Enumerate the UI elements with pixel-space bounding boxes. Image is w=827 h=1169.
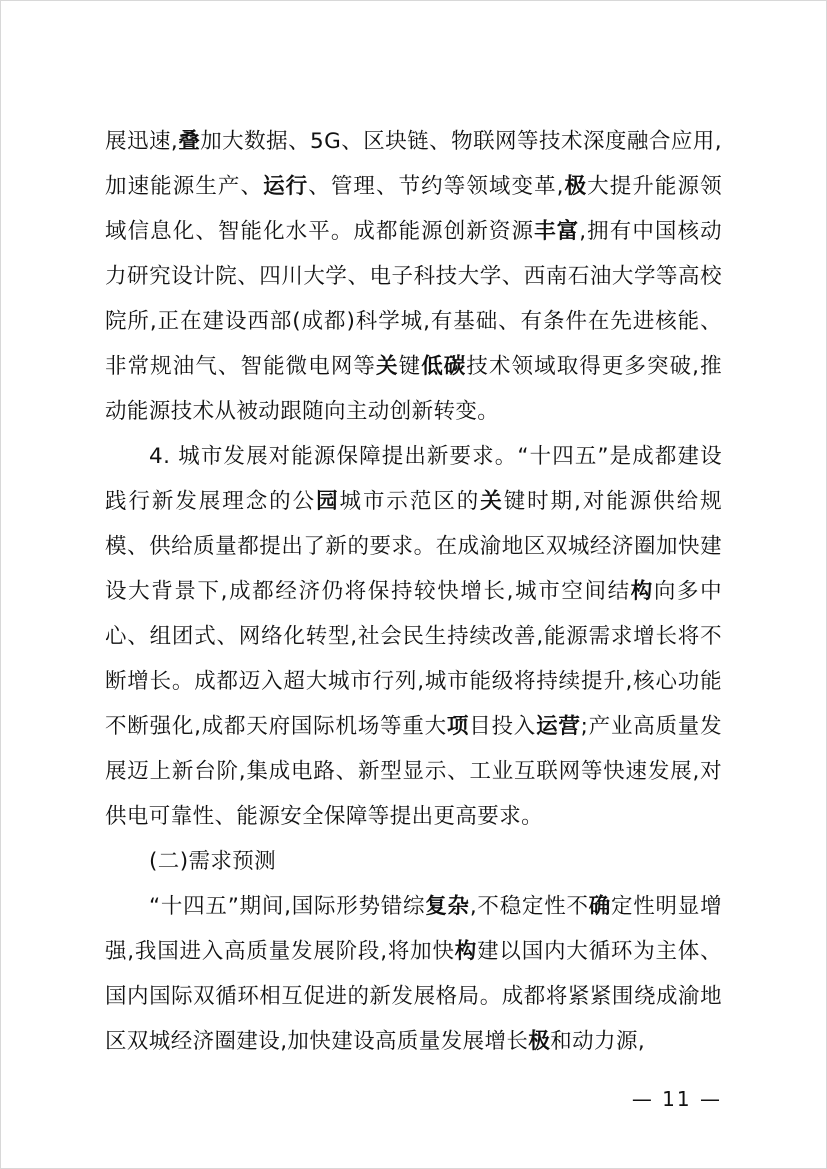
text-run: 向多中心、组团式、网络化转型,社会民生持续改善,能源需求增长将不断增长。成都迈入超大城市行列,城市能级将持续提升,核心功能不断强化,成都天府国际机场等重大 <box>105 579 722 739</box>
text-run: 键时期,对能源供给规模、供给质量都提出了新的要求。在成渝地区双城经济圈加快建设大背景下,成都经济仍将保持较快增长,城市空间结 <box>105 489 722 604</box>
emphasis-run: 极 <box>528 1029 551 1054</box>
paragraph <box>105 434 722 839</box>
paragraph <box>105 839 722 884</box>
emphasis-run: 运营 <box>536 714 581 739</box>
text-run: ,拥有中国核动力研究设计院、四川大学、电子科技大学、西南石油大学等高校院所,正在建设西部(成都)科学城,有基础、有条件在先进核能、非常规油气、智能微电网等 <box>105 219 722 379</box>
emphasis-run: 运行 <box>263 174 309 199</box>
text-run: ;产业高质量发展迈上新台阶,集成电路、新型显示、工业互联网等快速发展,对供电可靠性、能源安全保障等提出更高要求。 <box>105 714 722 829</box>
text-run: (二)需求预测 <box>149 849 277 874</box>
text-run: ,不稳定性不 <box>469 894 589 919</box>
emphasis-run: 复杂 <box>425 894 470 919</box>
paragraph <box>105 119 722 434</box>
paragraph <box>105 884 722 1064</box>
text-run: 键 <box>398 354 422 379</box>
text-run: 、管理、节约等领域变革, <box>308 174 564 199</box>
document-body <box>105 119 722 1064</box>
emphasis-run: 叠 <box>178 129 201 154</box>
text-run: 大提升能源领域信息化、智能化水平。成都能源创新资源 <box>105 174 722 244</box>
text-run: 建以国内大循环为主体、国内国际双循环相互促进的新发展格局。成都将紧紧围绕成渝地区双城经济圈建设,加快建设高质量发展增长 <box>105 939 722 1054</box>
emphasis-run: 极 <box>563 174 588 199</box>
text-run: 目投入 <box>469 714 537 739</box>
emphasis-run: 关 <box>480 489 504 514</box>
text-run: 城市示范区的 <box>339 489 481 514</box>
text-run: 加大数据、5G、区块链、物联网等技术深度融合应用,加速能源生产、 <box>105 129 722 199</box>
emphasis-run: 构 <box>454 939 478 964</box>
emphasis-run: 确 <box>588 894 612 919</box>
emphasis-run: 丰富 <box>534 219 580 244</box>
text-run: 和动力源, <box>550 1029 646 1054</box>
page-number: — 11 — <box>631 1087 722 1111</box>
emphasis-run: 低碳 <box>421 354 467 379</box>
text-run: 4. 城市发展对能源保障提出新要求。“十四五”是成都建设践行新发展理念的公 <box>105 444 722 514</box>
emphasis-run: 构 <box>630 579 654 604</box>
emphasis-run: 园 <box>316 489 340 514</box>
text-run: 技术领域取得更多突破,推动能源技术从被动跟随向主动创新转变。 <box>105 354 723 424</box>
text-run: 展迅速, <box>105 129 179 154</box>
text-run: “十四五”期间,国际形势错综 <box>149 894 426 919</box>
text-run: 定性明显增强,我国进入高质量发展阶段,将加快 <box>105 894 722 964</box>
emphasis-run: 关 <box>376 354 399 379</box>
emphasis-run: 项 <box>446 714 470 739</box>
